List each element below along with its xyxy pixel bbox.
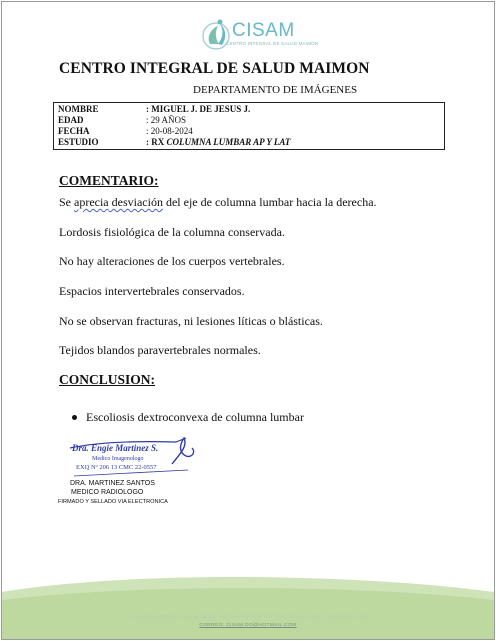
document-title: CENTRO INTEGRAL DE SALUD MAIMON (59, 60, 370, 77)
footer-address: CALLE DUARTE NO. 15, MAIMÓN, BONAO, REPUBLICA DOMINICANA, TEL.: (809)-551-2186 (129, 615, 367, 620)
info-label: EDAD (58, 115, 84, 125)
doctor-signature-block (70, 479, 155, 497)
info-value: : 20-08-2024 (146, 126, 193, 136)
stamp-exequatur: EXQ Nº 206 13 CMC 22-0557 (76, 464, 157, 471)
comentario-line: Tejidos blandos paravertebrales normales. (59, 343, 261, 357)
info-row-estudio (58, 137, 444, 148)
stamp-name: Dra. Engie Martinez S. (72, 443, 159, 453)
study-prefix: : RX (146, 137, 167, 147)
department-name: DEPARTAMENTO DE IMÁGENES (193, 84, 358, 96)
info-row-nombre (58, 104, 444, 115)
info-value (146, 137, 290, 148)
text-fragment: Se (59, 195, 71, 209)
conclusion-text: Escoliosis dextroconvexa de columna lumbar (86, 410, 304, 424)
spellcheck-word: aprecia (74, 195, 109, 209)
comentario-line: No se observan fracturas, ni lesiones líticas o blásticas. (59, 314, 323, 328)
bullet-icon (72, 415, 77, 420)
info-label: ESTUDIO (58, 137, 99, 147)
footer-wave (2, 570, 494, 639)
info-label: NOMBRE (58, 104, 99, 114)
logo-subtitle: CENTRO INTEGRAL DE SALUD MAIMON (226, 41, 319, 46)
footer-email[interactable]: CORREO: CISAM.DO@HOTMAIL.COM (199, 623, 297, 628)
info-row-edad (58, 115, 444, 126)
logo-text: CISAM (232, 20, 295, 41)
info-value: : 29 AÑOS (146, 115, 187, 125)
logo-emblem-icon (196, 14, 236, 54)
comentario-line: Lordosis fisiológica de la columna conservada. (59, 225, 285, 239)
patient-info-box (53, 102, 445, 150)
conclusion-item (72, 410, 304, 425)
text-fragment: del eje de columna lumbar hacia la derecha. (162, 195, 377, 209)
info-label: FECHA (58, 126, 90, 136)
stamp-title: Medico Imagenologo (92, 456, 144, 462)
doctor-title: MEDICO RADIOLOGO (71, 489, 144, 496)
electronic-signature-note: FIRMADO Y SELLADO VIA ELECTRONICA (58, 499, 168, 505)
info-value: : MIGUEL J. DE JESUS J. (146, 104, 251, 114)
info-row-fecha (58, 126, 444, 137)
study-name: COLUMNA LUMBAR AP Y LAT (166, 137, 291, 147)
spellcheck-word: desviación (108, 195, 163, 209)
cisam-logo (196, 14, 319, 54)
doctor-name: DRA. MARTINEZ SANTOS (70, 480, 155, 487)
comentario-heading: COMENTARIO: (59, 173, 159, 188)
comentario-line: Espacios intervertebrales conservados. (59, 284, 245, 298)
conclusion-heading: CONCLUSION: (59, 372, 156, 387)
comentario-line (59, 195, 377, 210)
signature-stamp (68, 436, 198, 480)
comentario-line: No hay alteraciones de los cuerpos vertebrales. (59, 254, 285, 268)
